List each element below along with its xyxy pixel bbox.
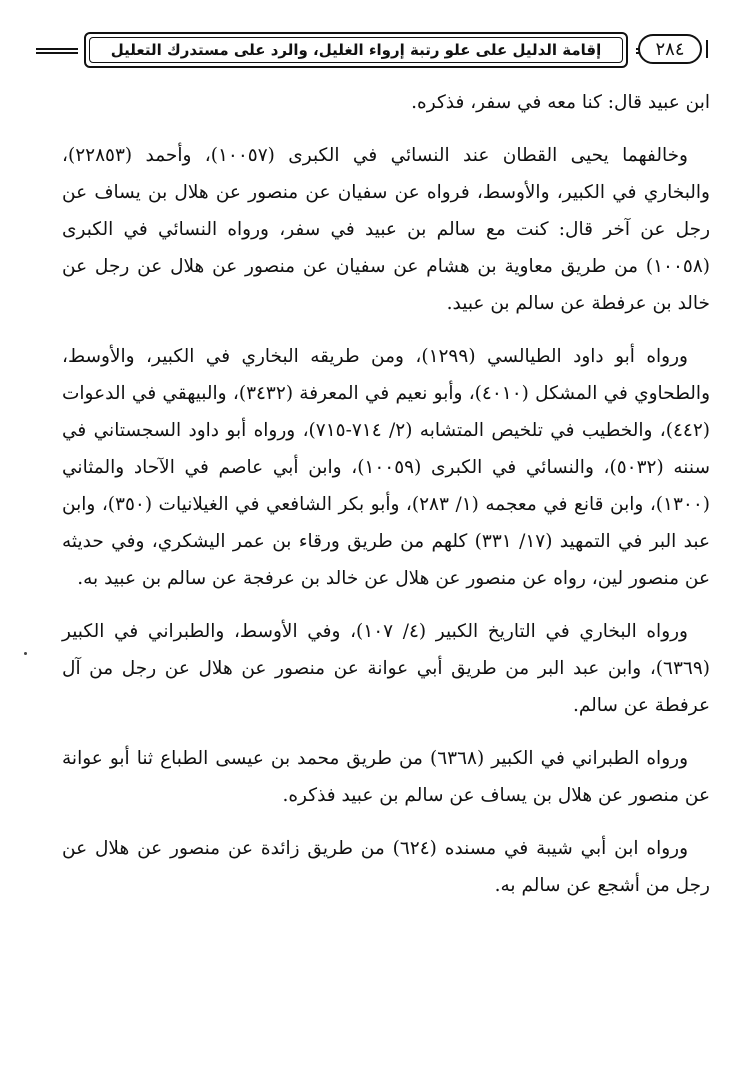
page-number-frame xyxy=(638,34,702,64)
page-body xyxy=(62,84,710,904)
page-header xyxy=(36,28,712,74)
header-rule-left xyxy=(36,48,78,54)
paragraph: ورواه أبو داود الطيالسي (١٢٩٩)، ومن طريقه البخاري في الكبير، والأوسط، والطحاوي في المشكل (٤٠١٠)، وأبو نعيم في المعرفة (٣٤٣٢)، والبيهقي في الدعوات (٤٤٢)، والخطيب في تلخيص المتشابه (٢/ ٧١٤-٧١٥)، ورواه أبو داود السجستاني في سننه (٥٠٣٢)، والنسائي في الكبرى (١٠٠٥٩)، وابن أبي عاصم في الآحاد والمثاني (١٣٠٠)، وابن قانع في معجمه (١/ ٢٨٣)، وأبو بكر الشافعي في الغيلانيات (٣٥٠)، وابن عبد البر في التمهيد (١٧/ ٣٣١) كلهم من طريق ورقاء بن عمر اليشكري، وفي حديثه عن منصور لين، رواه عن منصور عن هلال عن خالد بن عرفجة عن سالم بن عبيد به. xyxy=(62,346,710,589)
paragraph: ورواه الطبراني في الكبير (٦٣٦٨) من طريق محمد بن عيسى الطباع ثنا أبو عوانة عن منصور عن هلال بن يساف عن سالم بن عبيد فذكره. xyxy=(62,748,710,806)
page-number: ٢٨٤ xyxy=(655,38,685,60)
paragraph: وخالفهما يحيى القطان عند النسائي في الكبرى (١٠٠٥٧)، وأحمد (٢٢٨٥٣)، والبخاري في الكبير، والأوسط، فرواه عن سفيان عن منصور عن هلال بن يساف عن رجل عن آخر قال: كنت مع سالم بن عبيد في سفر، ورواه النسائي في الكبرى (١٠٠٥٨) من طريق معاوية بن هشام عن سفيان عن منصور عن هلال عن رجل عن خالد بن عرفطة عن سالم بن عبيد. xyxy=(62,145,710,314)
header-end-mark xyxy=(706,40,714,58)
paragraph: ورواه البخاري في التاريخ الكبير (٤/ ١٠٧)، وفي الأوسط، والطبراني في الكبير (٦٣٦٩)، وابن عبد البر من طريق أبي عوانة عن منصور عن هلال عن رجل من آل عرفطة عن سالم. xyxy=(62,621,710,716)
paragraph-continuation: ابن عبيد قال: كنا معه في سفر، فذكره. xyxy=(411,92,710,113)
paragraph: ورواه ابن أبي شيبة في مسنده (٦٢٤) من طريق زائدة عن منصور عن هلال عن رجل من أشجع عن سالم به. xyxy=(62,838,710,896)
running-title-frame xyxy=(84,32,628,68)
margin-speck xyxy=(24,652,27,655)
running-title: إقامة الدليل على علو رتبة إرواء الغليل، والرد على مستدرك التعليل xyxy=(110,41,602,59)
